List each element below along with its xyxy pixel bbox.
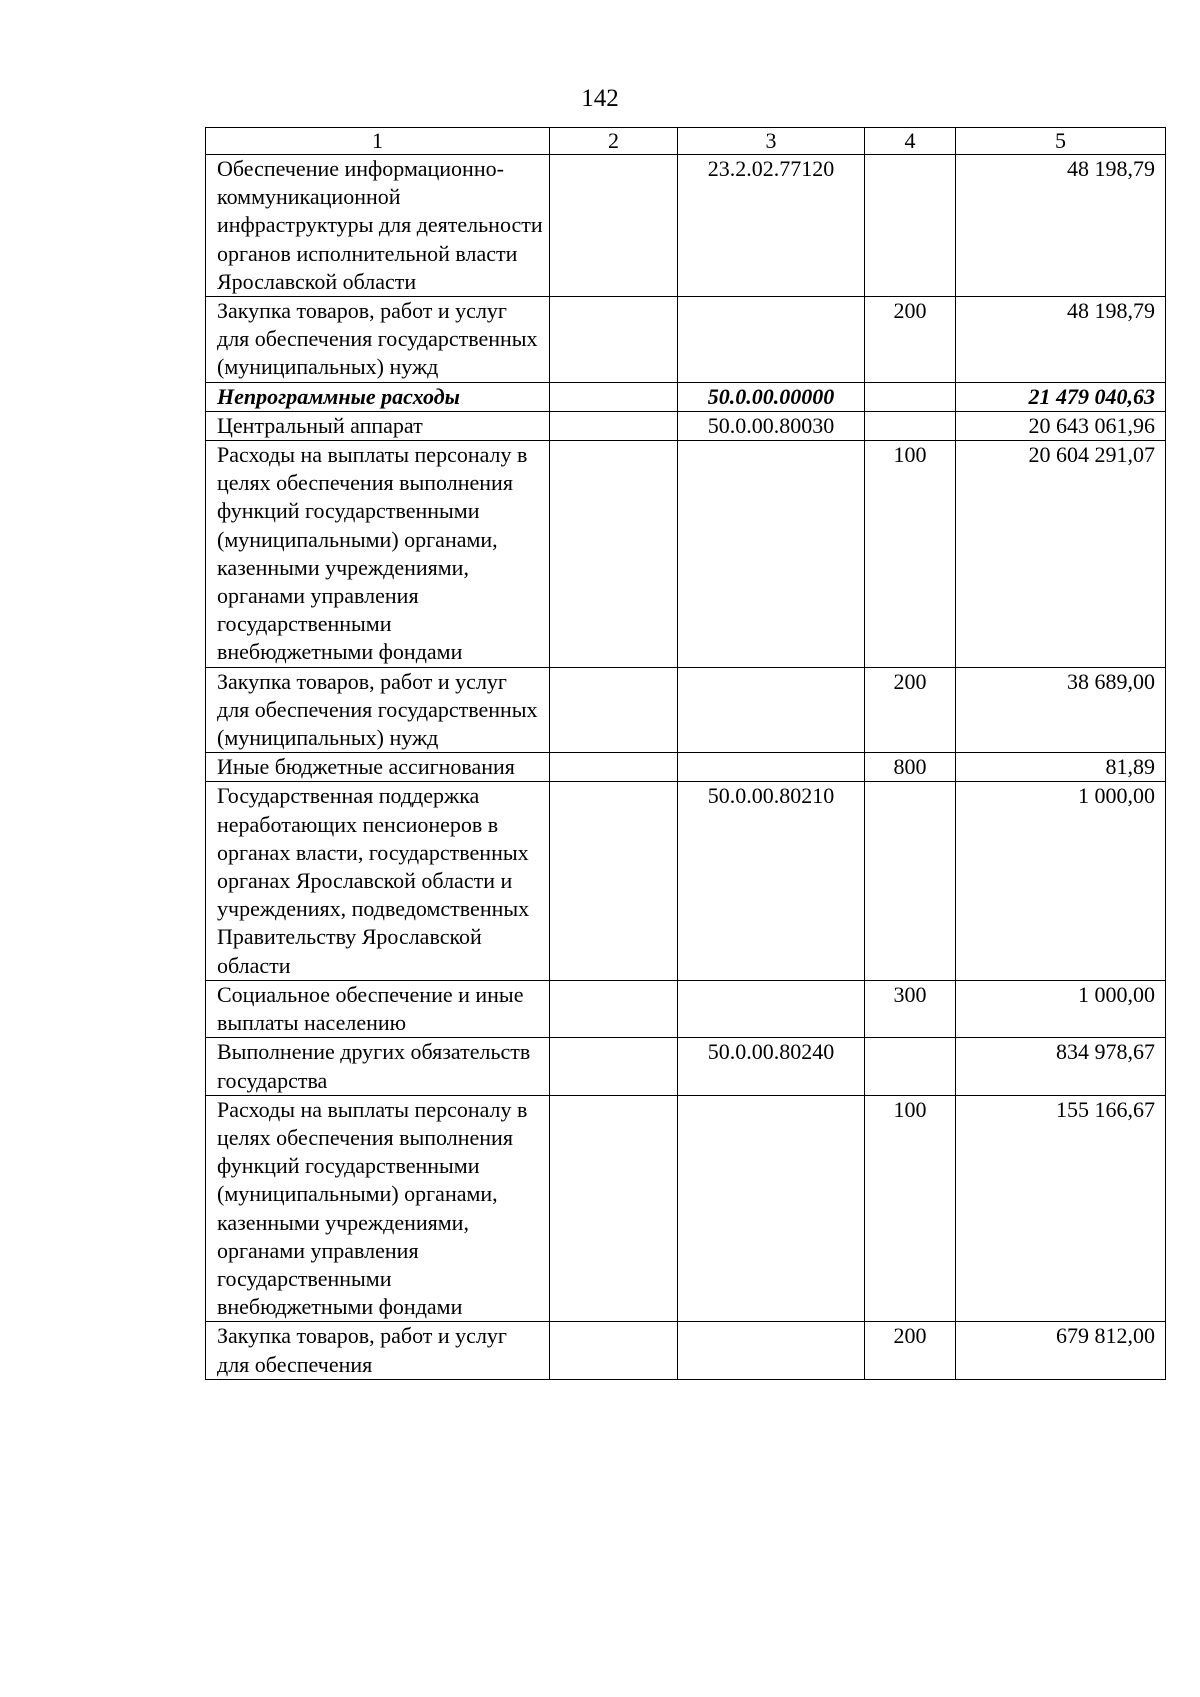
row-name-cell: Закупка товаров, работ и услуг для обеспечения	[206, 1322, 550, 1379]
row-code-cell	[678, 980, 865, 1037]
header-col-4: 4	[865, 128, 956, 155]
row-col2-cell	[550, 753, 678, 782]
row-name-cell: Закупка товаров, работ и услуг для обеспечения государственных (муниципальных) нужд	[206, 297, 550, 383]
row-amount-cell: 81,89	[956, 753, 1166, 782]
table-row	[206, 782, 1166, 980]
row-amount-cell: 48 198,79	[956, 297, 1166, 383]
row-amount-cell: 20 643 061,96	[956, 411, 1166, 440]
table-row	[206, 382, 1166, 411]
row-code-cell	[678, 667, 865, 753]
row-col2-cell	[550, 155, 678, 297]
row-name-cell: Обеспечение информационно-коммуникационной инфраструктуры для деятельности органов исполнительной власти Ярославской области	[206, 155, 550, 297]
row-type-cell: 200	[865, 1322, 956, 1379]
row-amount-cell: 155 166,67	[956, 1095, 1166, 1322]
row-code-cell	[678, 1095, 865, 1322]
row-col2-cell	[550, 297, 678, 383]
row-amount-cell: 834 978,67	[956, 1038, 1166, 1095]
row-type-cell: 200	[865, 297, 956, 383]
row-name-cell: Социальное обеспечение и иные выплаты населению	[206, 980, 550, 1037]
row-col2-cell	[550, 382, 678, 411]
row-code-cell: 50.0.00.80210	[678, 782, 865, 980]
row-amount-cell: 1 000,00	[956, 782, 1166, 980]
table-row	[206, 297, 1166, 383]
table-row	[206, 411, 1166, 440]
table-row	[206, 441, 1166, 668]
row-type-cell: 800	[865, 753, 956, 782]
table-row	[206, 753, 1166, 782]
row-code-cell: 50.0.00.00000	[678, 382, 865, 411]
row-type-cell	[865, 1038, 956, 1095]
table-header-row	[206, 128, 1166, 155]
table-row	[206, 155, 1166, 297]
table-row	[206, 1095, 1166, 1322]
row-name-cell: Непрограммные расходы	[206, 382, 550, 411]
row-name-cell: Закупка товаров, работ и услуг для обеспечения государственных (муниципальных) нужд	[206, 667, 550, 753]
header-col-3: 3	[678, 128, 865, 155]
row-code-cell	[678, 297, 865, 383]
header-col-2: 2	[550, 128, 678, 155]
row-name-cell: Центральный аппарат	[206, 411, 550, 440]
row-name-cell: Расходы на выплаты персоналу в целях обеспечения выполнения функций государственными (муниципальными) органами, казенными учреждениями, органами управления государственными внебюджетными фондами	[206, 441, 550, 668]
row-name-cell: Иные бюджетные ассигнования	[206, 753, 550, 782]
row-col2-cell	[550, 667, 678, 753]
row-amount-cell: 679 812,00	[956, 1322, 1166, 1379]
row-col2-cell	[550, 1322, 678, 1379]
row-amount-cell: 38 689,00	[956, 667, 1166, 753]
row-amount-cell: 20 604 291,07	[956, 441, 1166, 668]
row-code-cell: 23.2.02.77120	[678, 155, 865, 297]
row-type-cell: 100	[865, 1095, 956, 1322]
row-type-cell: 100	[865, 441, 956, 668]
row-name-cell: Расходы на выплаты персоналу в целях обеспечения выполнения функций государственными (муниципальными) органами, казенными учреждениями, органами управления государственными внебюджетными фондами	[206, 1095, 550, 1322]
row-col2-cell	[550, 980, 678, 1037]
table-row	[206, 980, 1166, 1037]
row-col2-cell	[550, 1095, 678, 1322]
row-name-cell: Выполнение других обязательств государства	[206, 1038, 550, 1095]
row-type-cell	[865, 382, 956, 411]
row-col2-cell	[550, 411, 678, 440]
row-code-cell	[678, 753, 865, 782]
row-type-cell: 300	[865, 980, 956, 1037]
row-col2-cell	[550, 1038, 678, 1095]
row-code-cell	[678, 441, 865, 668]
row-amount-cell: 48 198,79	[956, 155, 1166, 297]
header-col-1: 1	[206, 128, 550, 155]
table-row	[206, 1322, 1166, 1379]
row-col2-cell	[550, 782, 678, 980]
budget-table	[205, 127, 1166, 1380]
page-number: 142	[581, 85, 619, 112]
row-type-cell	[865, 411, 956, 440]
row-type-cell	[865, 782, 956, 980]
row-code-cell: 50.0.00.80240	[678, 1038, 865, 1095]
row-amount-cell: 1 000,00	[956, 980, 1166, 1037]
row-type-cell: 200	[865, 667, 956, 753]
row-amount-cell: 21 479 040,63	[956, 382, 1166, 411]
header-col-5: 5	[956, 128, 1166, 155]
table-row	[206, 1038, 1166, 1095]
row-name-cell: Государственная поддержка неработающих пенсионеров в органах власти, государственных органах Ярославской области и учреждениях, подведомственных Правительству Ярославской области	[206, 782, 550, 980]
table-row	[206, 667, 1166, 753]
row-type-cell	[865, 155, 956, 297]
row-code-cell	[678, 1322, 865, 1379]
row-col2-cell	[550, 441, 678, 668]
row-code-cell: 50.0.00.80030	[678, 411, 865, 440]
